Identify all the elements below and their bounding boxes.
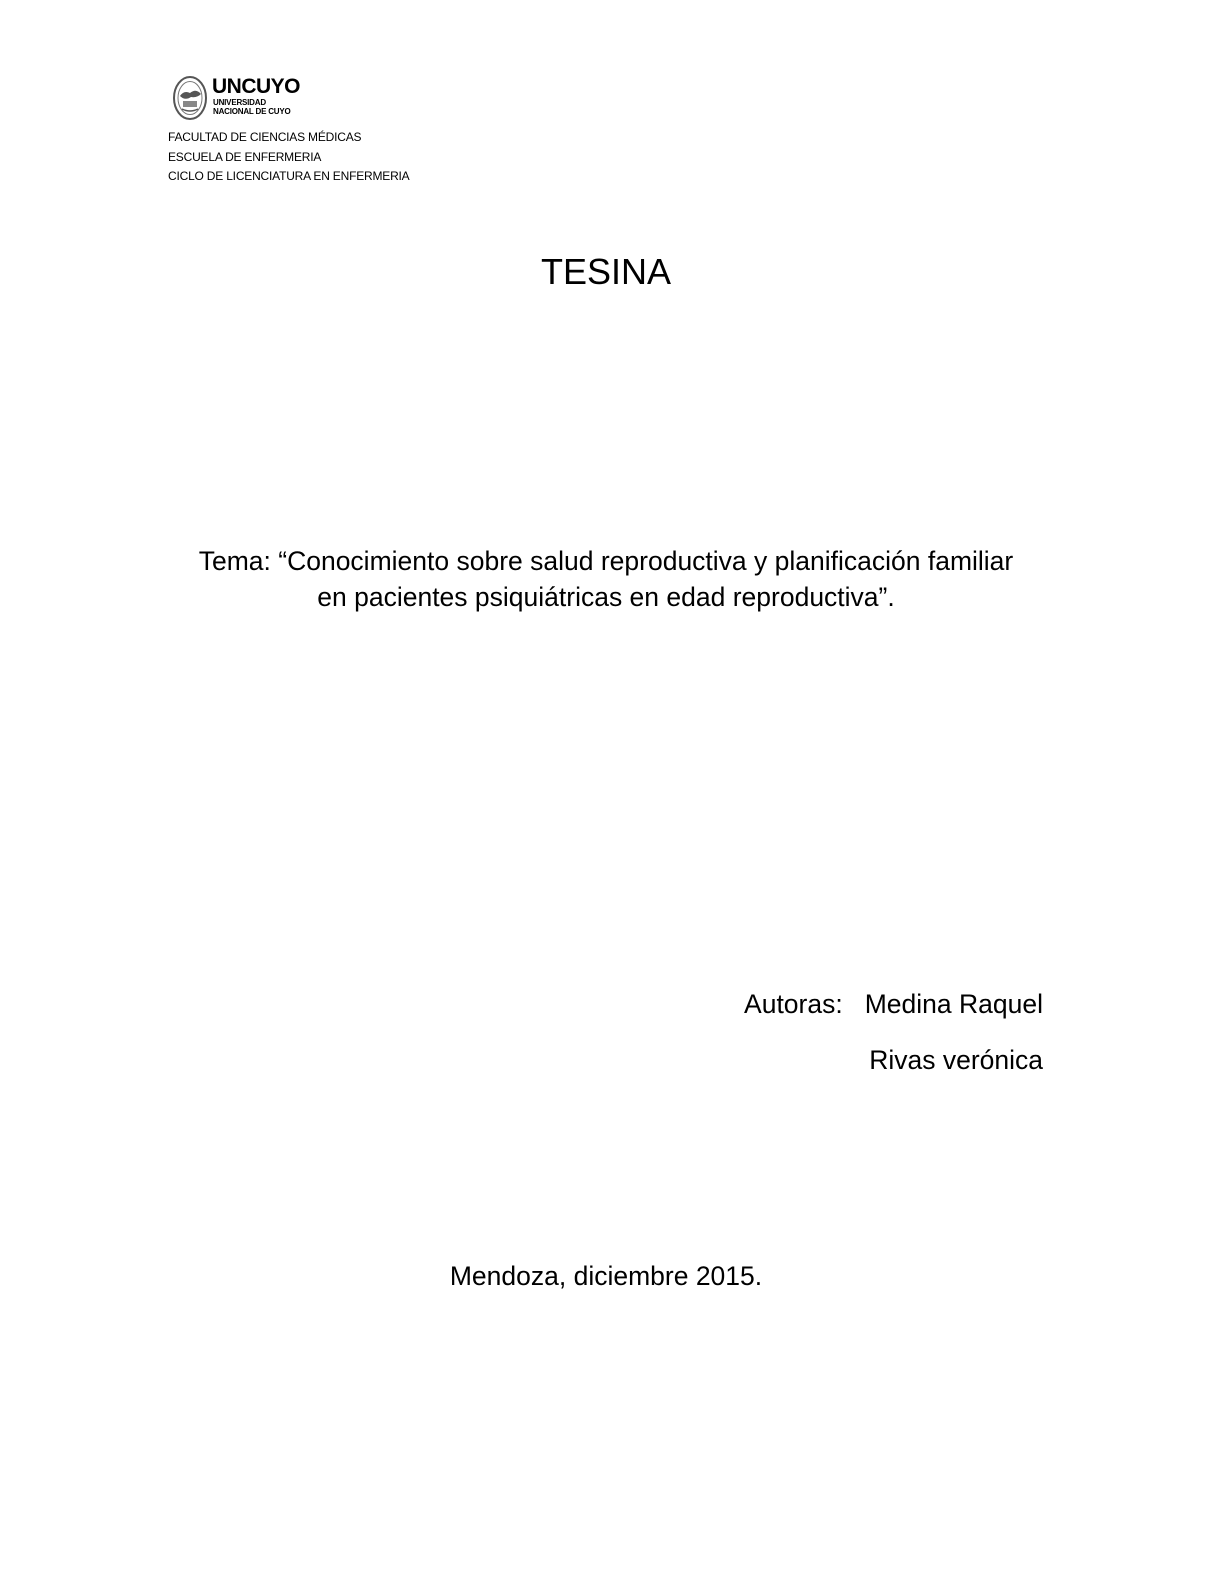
university-logo [172,74,312,122]
logo-subtitle-line2: NACIONAL DE CUYO [213,107,291,116]
logo-subtitle-line1: UNIVERSIDAD [213,98,266,107]
authors-label: Autoras: [744,989,843,1019]
document-title: TESINA [540,251,672,292]
university-seal-icon [172,74,210,122]
place-and-date: Mendoza, diciembre 2015. [449,1261,763,1291]
authors-block [744,976,1043,1088]
author-row-2 [744,1032,1043,1088]
school-name: ESCUELA DE ENFERMERIA [168,149,322,164]
topic-line-2: en pacientes psiquiátricas en edad reproductiva”. [317,582,895,612]
institution-header [168,128,410,187]
program-name: CICLO DE LICENCIATURA EN ENFERMERIA [168,169,410,183]
logo-wordmark: UNCUYO [212,75,301,98]
author-name: Rivas verónica [869,1045,1043,1075]
thesis-topic [0,543,1212,615]
author-name: Medina Raquel [864,989,1043,1019]
faculty-name: FACULTAD DE CIENCIAS MÉDICAS [168,130,362,144]
topic-line-1: Tema: “Conocimiento sobre salud reproductiva y planificación familiar [198,546,1014,576]
author-row-1 [744,976,1043,1032]
